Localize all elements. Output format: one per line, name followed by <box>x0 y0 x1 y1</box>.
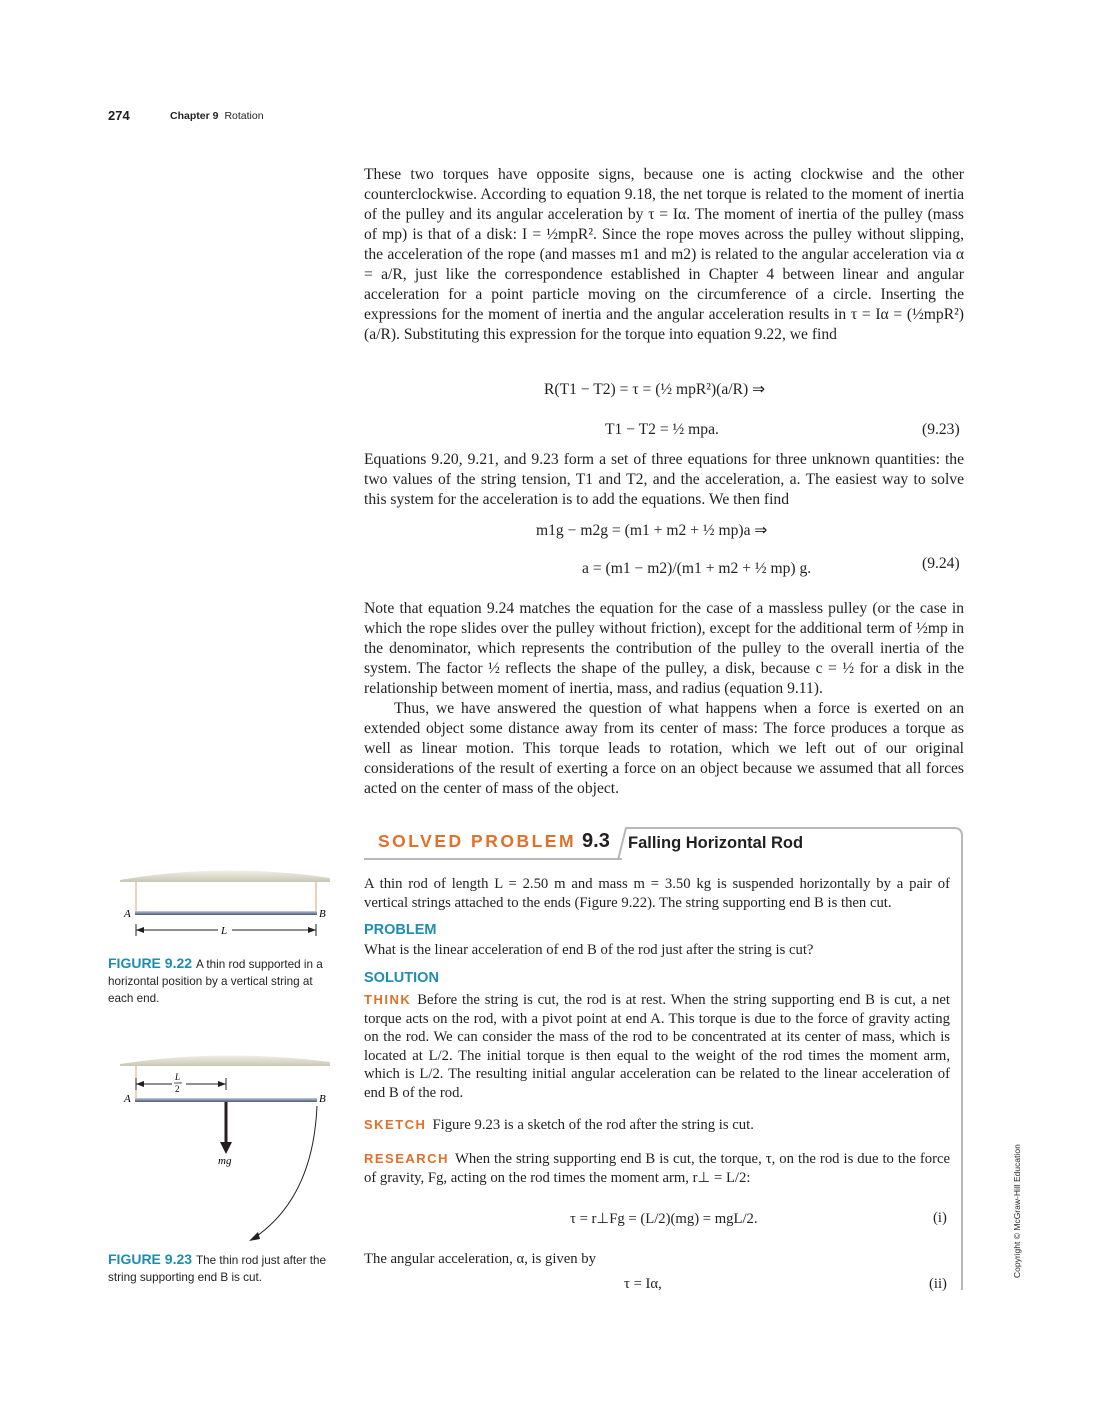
equation-number-9-24: (9.24) <box>922 555 960 572</box>
equation-9-24-line-2: a = (m1 − m2)/(m1 + m2 + ½ mp) g. <box>582 560 812 577</box>
label-l: L <box>221 925 228 937</box>
solved-problem-intro: A thin rod of length L = 2.50 m and mass m = 3.50 kg is suspended horizontally by a pair of vertical strings attached to the ends (Figure 9.22). The string supporting end B is then cut. <box>364 876 950 911</box>
chapter-title: Rotation <box>224 110 264 122</box>
label-mg: mg <box>218 1155 232 1167</box>
paragraph-3: Note that equation 9.24 matches the equation for the case of a massless pulley (or the case in which the rope slides over the pulley without friction), except for the additional term of ½mp in the denominator, which represents the contribution of the pulley to the overall inertia of the system. The factor ½ reflects the shape of the pulley, a disk, because c = ½ for a disk in the relationship between moment of inertia, mass, and radius (equation 9.11). <box>364 600 964 697</box>
research-label: RESEARCH <box>364 1151 449 1166</box>
label-b: B <box>319 908 326 920</box>
copyright-notice: Copyright © McGraw-Hill Education <box>1012 1144 1022 1278</box>
equation-i: τ = r⊥Fg = (L/2)(mg) = mgL/2. <box>570 1211 758 1227</box>
research-step <box>364 1150 950 1187</box>
rod <box>135 911 317 915</box>
alpha-text: The angular acceleration, α, is given by <box>364 1251 596 1267</box>
sketch-step <box>364 1116 950 1135</box>
sketch-text: Figure 9.23 is a sketch of the rod after the string is cut. <box>432 1117 754 1133</box>
equation-number-i: (i) <box>933 1210 947 1226</box>
think-label: THINK <box>364 992 412 1007</box>
problem-text: What is the linear acceleration of end B of the rod just after the string is cut? <box>364 942 814 958</box>
fall-arc <box>254 1106 317 1238</box>
solved-problem-title: Falling Horizontal Rod <box>628 834 804 852</box>
rod <box>135 1098 317 1102</box>
solved-box-rule-left <box>364 858 622 860</box>
research-text: When the string supporting end B is cut, the torque, τ, on the rod is due to the force of gravity, Fg, acting on the rod times the moment arm, r⊥ = L/2: <box>364 1151 950 1186</box>
think-text: Before the string is cut, the rod is at rest. When the string supporting end B is cut, a net torque acts on the rod, with a pivot point at end A. This torque is due to the force of gravity acting on the rod. We can consider the mass of the rod to be concentrated at its center of mass, which is located at L/2. The initial torque is then equal to the weight of the rod times the moment arm, which is L/2. The resulting initial angular acceleration can be related to the linear acceleration of end B of the rod. <box>364 992 950 1101</box>
equation-number-9-23: (9.23) <box>922 421 960 438</box>
paragraph-3-4 <box>364 599 964 799</box>
figure-9-22 <box>108 860 338 950</box>
figure-9-23-caption <box>108 1251 338 1286</box>
ceiling <box>120 870 330 882</box>
equation-9-23-line-2: T1 − T2 = ½ mpa. <box>605 421 719 438</box>
solution-heading: SOLUTION <box>364 970 439 986</box>
figure-9-23-caption-text: The thin rod just after the string supporting end B is cut. <box>108 1254 326 1284</box>
chapter-label: Chapter 9 <box>170 110 219 122</box>
figure-9-23-label: FIGURE 9.23 <box>108 1251 193 1267</box>
label-b: B <box>319 1093 326 1105</box>
page-number: 274 <box>108 108 130 123</box>
equation-number-ii: (ii) <box>929 1276 947 1292</box>
paragraph-4: Thus, we have answered the question of what happens when a force is exerted on an extended object some distance away from its center of mass: The force produces a torque as well as linear motion. This torque leads to rotation, which we left out of our original considerations of the result of exerting a force on an object because we assumed that all forces acted on the center of mass of the object. <box>364 700 964 797</box>
figure-9-22-label: FIGURE 9.22 <box>108 955 193 971</box>
label-l-denominator: 2 <box>175 1084 180 1094</box>
solved-problem-header <box>378 830 610 853</box>
figure-9-23 <box>108 1048 338 1248</box>
ceiling <box>120 1055 330 1066</box>
sketch-label: SKETCH <box>364 1117 427 1132</box>
running-header <box>170 110 264 122</box>
solved-problem-label: SOLVED PROBLEM <box>378 831 577 851</box>
equation-9-24-line-1: m1g − m2g = (m1 + m2 + ½ mp)a ⇒ <box>536 522 768 539</box>
figure-9-22-caption-text: A thin rod supported in a horizontal position by a vertical string at each end. <box>108 958 323 1005</box>
problem-heading: PROBLEM <box>364 922 437 938</box>
equation-9-23-line-1: R(T1 − T2) = τ = (½ mpR²)(a/R) ⇒ <box>544 381 766 398</box>
think-step <box>364 991 950 1102</box>
solved-problem-number: 9.3 <box>582 830 610 852</box>
label-a: A <box>124 1093 131 1105</box>
label-l-numerator: L <box>175 1072 181 1082</box>
paragraph-1: These two torques have opposite signs, because one is acting clockwise and the other counterclockwise. According to equation 9.18, the net torque is related to the moment of inertia of the pulley and its angular acceleration by τ = Iα. The moment of inertia of the pulley (mass of mp) is that of a disk: I = ½mpR². Since the rope moves across the pulley without slipping, the acceleration of the rope (and masses m1 and m2) is related to the angular acceleration via α = a/R, just like the correspondence established in Chapter 4 between linear and angular acceleration for a point particle moving on the circumference of a circle. Inserting the expressions for the moment of inertia and the angular acceleration results in τ = Iα = (½mpR²)(a/R). Substituting this expression for the torque into equation 9.22, we find <box>364 166 964 343</box>
label-a: A <box>124 908 131 920</box>
paragraph-2: Equations 9.20, 9.21, and 9.23 form a set of three equations for three unknown quantities: the two values of the string tension, T1 and T2, and the acceleration, a. The easiest way to solve this system for the acceleration is to add the equations. We then find <box>364 451 964 508</box>
equation-ii: τ = Iα, <box>624 1276 662 1292</box>
figure-9-22-caption <box>108 955 338 1007</box>
